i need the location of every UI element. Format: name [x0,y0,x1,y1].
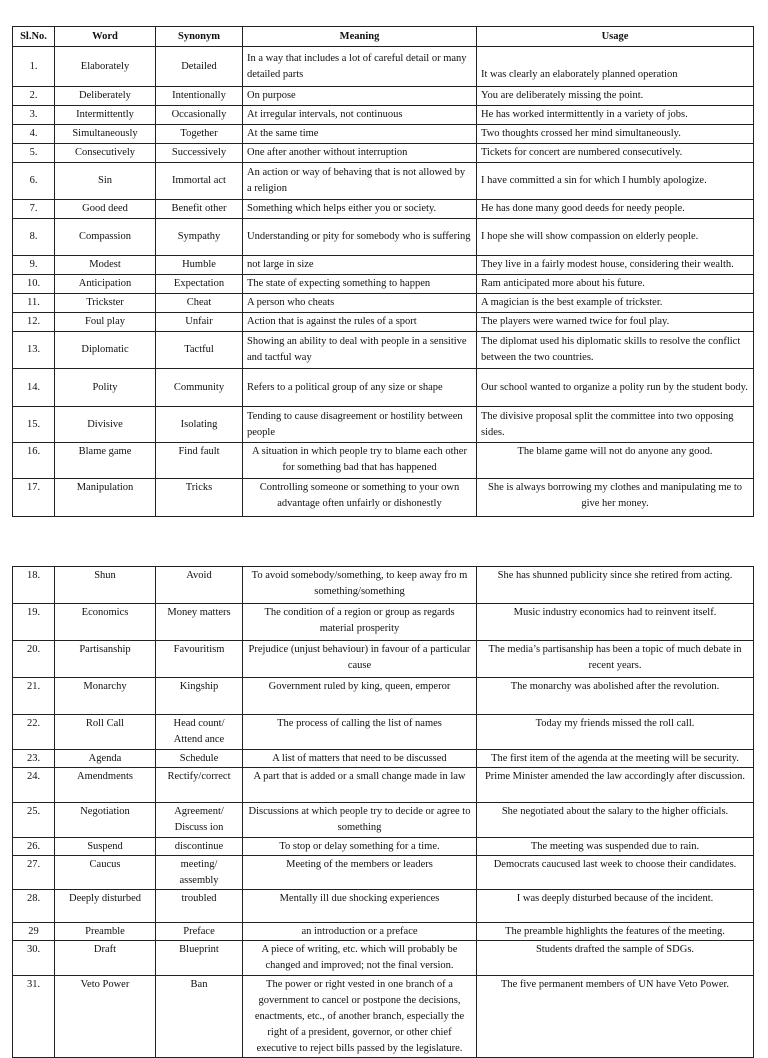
meaning-cell: Prejudice (unjust behaviour) in favour of a particular cause [243,641,477,678]
table-row [13,856,754,890]
vocabulary-table-part-2 [12,566,754,1058]
table-row [13,890,754,923]
meaning-cell: The condition of a region or group as regards material prosperity [243,604,477,641]
meaning-cell: an introduction or a preface [243,923,477,941]
word-cell: Shun [55,567,156,604]
word-cell: Trickster [55,294,156,313]
sl-no-cell: 31. [13,976,55,1058]
word-cell: Negotiation [55,803,156,838]
table-row [13,369,754,407]
usage-cell: The divisive proposal split the committee into two opposing sides. [477,407,754,443]
header-meaning: Meaning [243,27,477,47]
word-cell: Diplomatic [55,332,156,369]
usage-cell: Two thoughts crossed her mind simultaneously. [477,125,754,144]
table-row [13,641,754,678]
table-row [13,715,754,750]
meaning-cell: Something which helps either you or society. [243,200,477,219]
table-row [13,407,754,443]
word-cell: Preamble [55,923,156,941]
table-row [13,768,754,803]
usage-cell: The monarchy was abolished after the revolution. [477,678,754,715]
table-row [13,479,754,517]
meaning-cell: Action that is against the rules of a sport [243,313,477,332]
synonym-cell: Occasionally [156,106,243,125]
word-cell: Partisanship [55,641,156,678]
sl-no-cell: 11. [13,294,55,313]
sl-no-cell: 1. [13,47,55,87]
meaning-cell: A person who cheats [243,294,477,313]
word-cell: Simultaneously [55,125,156,144]
header-sl-no: Sl.No. [13,27,55,47]
table-row [13,750,754,768]
synonym-cell: Money matters [156,604,243,641]
meaning-cell: To stop or delay something for a time. [243,838,477,856]
usage-cell: The blame game will not do anyone any good. [477,443,754,479]
table-row [13,144,754,163]
synonym-cell: Benefit other [156,200,243,219]
table-row [13,923,754,941]
table-row [13,275,754,294]
table-row [13,47,754,87]
header-word: Word [55,27,156,47]
word-cell: Economics [55,604,156,641]
table-row [13,443,754,479]
usage-cell: Prime Minister amended the law accordingly after discussion. [477,768,754,803]
synonym-cell: Immortal act [156,163,243,200]
synonym-cell: meeting/ assembly [156,856,243,890]
synonym-cell: troubled [156,890,243,923]
sl-no-cell: 30. [13,941,55,976]
usage-cell: You are deliberately missing the point. [477,87,754,106]
table-row [13,838,754,856]
synonym-cell: Agreement/ Discuss ion [156,803,243,838]
synonym-cell: Head count/ Attend ance [156,715,243,750]
word-cell: Modest [55,256,156,275]
word-cell: Polity [55,369,156,407]
meaning-cell: Discussions at which people try to decide or agree to something [243,803,477,838]
table-row [13,604,754,641]
meaning-cell: To avoid somebody/something, to keep away fro m something/something [243,567,477,604]
meaning-cell: not large in size [243,256,477,275]
usage-cell: The five permanent members of UN have Veto Power. [477,976,754,1058]
header-row [13,27,754,47]
meaning-cell: At the same time [243,125,477,144]
word-cell: Manipulation [55,479,156,517]
word-cell: Deliberately [55,87,156,106]
synonym-cell: Together [156,125,243,144]
table-row [13,200,754,219]
sl-no-cell: 15. [13,407,55,443]
synonym-cell: Sympathy [156,219,243,256]
word-cell: Amendments [55,768,156,803]
usage-cell: He has worked intermittently in a variety of jobs. [477,106,754,125]
usage-cell: Ram anticipated more about his future. [477,275,754,294]
synonym-cell: Ban [156,976,243,1058]
synonym-cell: discontinue [156,838,243,856]
usage-cell: The preamble highlights the features of the meeting. [477,923,754,941]
word-cell: Veto Power [55,976,156,1058]
meaning-cell: In a way that includes a lot of careful detail or many detailed parts [243,47,477,87]
vocabulary-table-part-1 [12,26,754,517]
sl-no-cell: 20. [13,641,55,678]
word-cell: Caucus [55,856,156,890]
word-cell: Compassion [55,219,156,256]
synonym-cell: Isolating [156,407,243,443]
table-row [13,678,754,715]
sl-no-cell: 24. [13,768,55,803]
sl-no-cell: 17. [13,479,55,517]
meaning-cell: Tending to cause disagreement or hostility between people [243,407,477,443]
word-cell: Intermittently [55,106,156,125]
usage-cell: Democrats caucused last week to choose their candidates. [477,856,754,890]
table-row [13,219,754,256]
sl-no-cell: 7. [13,200,55,219]
usage-cell: Tickets for concert are numbered consecutively. [477,144,754,163]
synonym-cell: Kingship [156,678,243,715]
meaning-cell: The power or right vested in one branch of a government to cancel or postpone the decisions, enactments, etc., of another branch, especially the right of a president, governor, or other chief executive to reject bills passed by the legislature. [243,976,477,1058]
synonym-cell: Expectation [156,275,243,294]
usage-cell: They live in a fairly modest house, considering their wealth. [477,256,754,275]
word-cell: Foul play [55,313,156,332]
synonym-cell: Detailed [156,47,243,87]
word-cell: Deeply disturbed [55,890,156,923]
meaning-cell: Understanding or pity for somebody who is suffering [243,219,477,256]
synonym-cell: Find fault [156,443,243,479]
sl-no-cell: 29 [13,923,55,941]
word-cell: Roll Call [55,715,156,750]
meaning-cell: An action or way of behaving that is not allowed by a religion [243,163,477,200]
meaning-cell: One after another without interruption [243,144,477,163]
synonym-cell: Cheat [156,294,243,313]
word-cell: Monarchy [55,678,156,715]
usage-cell: The meeting was suspended due to rain. [477,838,754,856]
word-cell: Consecutively [55,144,156,163]
meaning-cell: Controlling someone or something to your own advantage often unfairly or dishonestly [243,479,477,517]
sl-no-cell: 26. [13,838,55,856]
sl-no-cell: 21. [13,678,55,715]
meaning-cell: Government ruled by king, queen, emperor [243,678,477,715]
word-cell: Elaborately [55,47,156,87]
synonym-cell: Rectify/correct [156,768,243,803]
synonym-cell: Tricks [156,479,243,517]
sl-no-cell: 22. [13,715,55,750]
meaning-cell: The state of expecting something to happen [243,275,477,294]
synonym-cell: Favouritism [156,641,243,678]
sl-no-cell: 6. [13,163,55,200]
table-row [13,163,754,200]
synonym-cell: Schedule [156,750,243,768]
meaning-cell: Refers to a political group of any size or shape [243,369,477,407]
word-cell: Draft [55,941,156,976]
sl-no-cell: 5. [13,144,55,163]
synonym-cell: Community [156,369,243,407]
sl-no-cell: 14. [13,369,55,407]
meaning-cell: Mentally ill due shocking experiences [243,890,477,923]
synonym-cell: Avoid [156,567,243,604]
synonym-cell: Unfair [156,313,243,332]
table-row [13,941,754,976]
meaning-cell: A situation in which people try to blame each other for something bad that has happened [243,443,477,479]
meaning-cell: The process of calling the list of names [243,715,477,750]
synonym-cell: Preface [156,923,243,941]
synonym-cell: Intentionally [156,87,243,106]
usage-cell: Today my friends missed the roll call. [477,715,754,750]
usage-cell: He has done many good deeds for needy people. [477,200,754,219]
sl-no-cell: 2. [13,87,55,106]
usage-cell: She negotiated about the salary to the higher officials. [477,803,754,838]
usage-cell: The players were warned twice for foul play. [477,313,754,332]
meaning-cell: A piece of writing, etc. which will probably be changed and improved; not the final version. [243,941,477,976]
table-row [13,976,754,1058]
sl-no-cell: 19. [13,604,55,641]
sl-no-cell: 3. [13,106,55,125]
usage-cell: She has shunned publicity since she retired from acting. [477,567,754,604]
table-row [13,125,754,144]
usage-cell: She is always borrowing my clothes and manipulating me to give her money. [477,479,754,517]
meaning-cell: Showing an ability to deal with people in a sensitive and tactful way [243,332,477,369]
synonym-cell: Tactful [156,332,243,369]
table-row [13,294,754,313]
sl-no-cell: 23. [13,750,55,768]
sl-no-cell: 8. [13,219,55,256]
table-row [13,803,754,838]
sl-no-cell: 27. [13,856,55,890]
meaning-cell: At irregular intervals, not continuous [243,106,477,125]
table-row [13,313,754,332]
word-cell: Divisive [55,407,156,443]
word-cell: Anticipation [55,275,156,294]
sl-no-cell: 18. [13,567,55,604]
usage-cell: The diplomat used his diplomatic skills to resolve the conflict between the two countries. [477,332,754,369]
word-cell: Blame game [55,443,156,479]
meaning-cell: A list of matters that need to be discussed [243,750,477,768]
meaning-cell: On purpose [243,87,477,106]
sl-no-cell: 28. [13,890,55,923]
sl-no-cell: 16. [13,443,55,479]
usage-cell: A magician is the best example of trickster. [477,294,754,313]
synonym-cell: Humble [156,256,243,275]
word-cell: Good deed [55,200,156,219]
table-row [13,87,754,106]
header-synonym: Synonym [156,27,243,47]
meaning-cell: A part that is added or a small change made in law [243,768,477,803]
sl-no-cell: 13. [13,332,55,369]
table-row [13,256,754,275]
usage-cell: I hope she will show compassion on elderly people. [477,219,754,256]
table-row [13,567,754,604]
usage-cell: I have committed a sin for which I humbly apologize. [477,163,754,200]
usage-cell: I was deeply disturbed because of the incident. [477,890,754,923]
usage-cell: Students drafted the sample of SDGs. [477,941,754,976]
usage-cell: It was clearly an elaborately planned operation [477,47,754,87]
usage-cell: Music industry economics had to reinvent itself. [477,604,754,641]
meaning-cell: Meeting of the members or leaders [243,856,477,890]
usage-cell: The media’s partisanship has been a topic of much debate in recent years. [477,641,754,678]
table-row [13,332,754,369]
synonym-cell: Successively [156,144,243,163]
word-cell: Suspend [55,838,156,856]
word-cell: Sin [55,163,156,200]
sl-no-cell: 4. [13,125,55,144]
usage-cell: The first item of the agenda at the meeting will be security. [477,750,754,768]
sl-no-cell: 10. [13,275,55,294]
sl-no-cell: 12. [13,313,55,332]
table-row [13,106,754,125]
header-usage: Usage [477,27,754,47]
usage-cell: Our school wanted to organize a polity run by the student body. [477,369,754,407]
word-cell: Agenda [55,750,156,768]
sl-no-cell: 9. [13,256,55,275]
synonym-cell: Blueprint [156,941,243,976]
sl-no-cell: 25. [13,803,55,838]
